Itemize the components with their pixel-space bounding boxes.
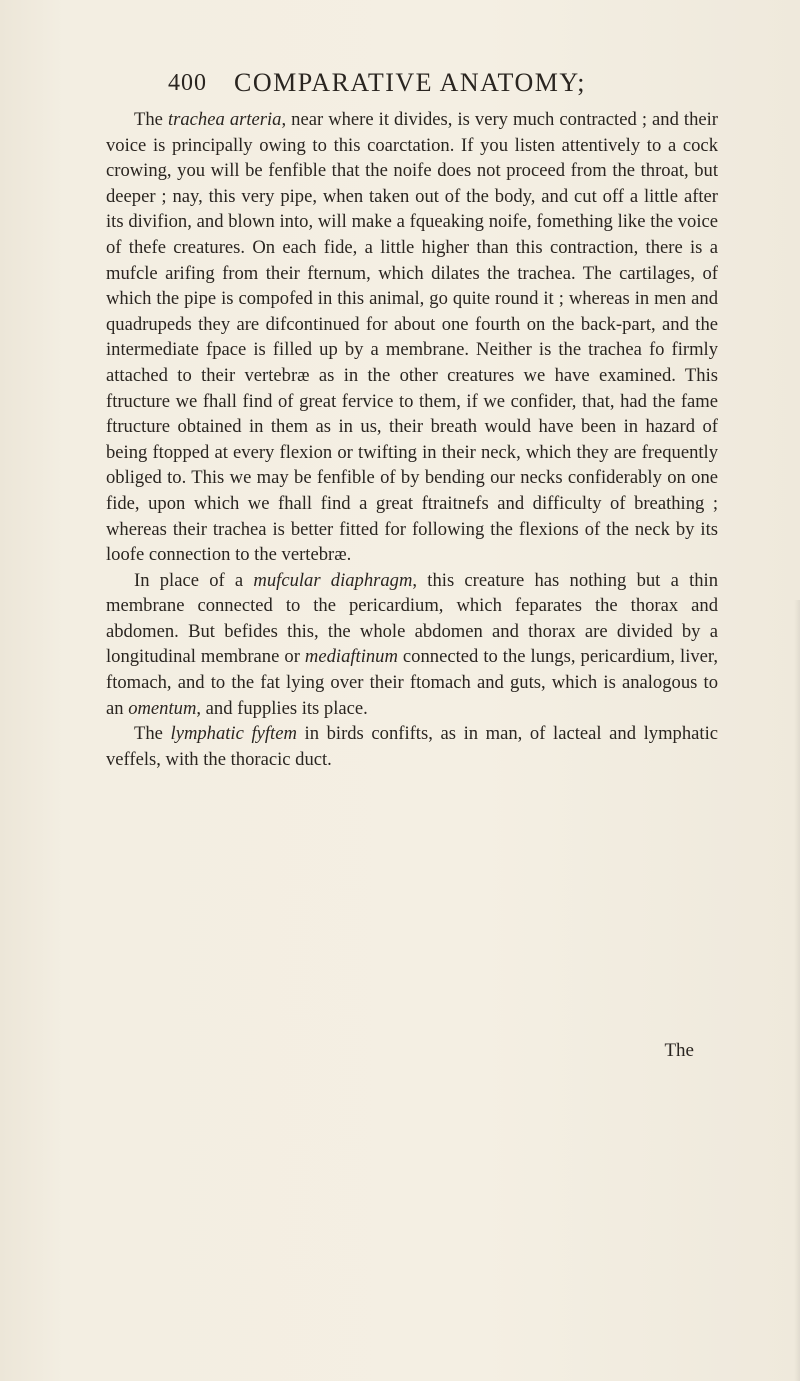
paragraph-intro: The [134,723,171,745]
term-lymphatic-system: lymphatic fyftem [170,723,297,745]
paragraph-text-3: , and fupplies its place. [196,697,368,719]
paragraph-text: , near where it divides, is very much contracted ; and their voice is principally owing to this coarctation. If you listen attentively to a cock crowing, you will be fenfible that the noife does not proceed from the throat, but deeper ; nay, this very pipe, when taken out of the body, and cut off a little after its divifion, and blown into, will make a fqueaking noife, fomething like the voice of thefe creatures. On each fide, a little higher than this contraction, there is a mufcle arifing from their fternum, which dilates the trachea. The cartilages, of which the pipe is compofed in this animal, go quite round it ; whereas in men and quadrupeds they are difcontinued for about one fourth on the back-part, and the intermediate fpace is filled up by a membrane. Neither is the trachea fo firmly attached to their vertebræ as in the other creatures we have examined. This ftructure we fhall find of great fervice to them, if we confider, that, had the fame ftructure obtained in them as in us, their breath would have been in hazard of being ftopped at every flexion or twifting in their neck, which they are frequently obliged to. This we may be fenfible of by bending our necks confiderably on one fide, upon which we fhall find a great ftraitnefs and difficulty of breathing ; whereas their trachea is better fitted for following the flexions of the neck by its loofe connection to the vertebræ. [106,109,718,566]
term-mediastinum: mediaftinum [304,646,398,668]
paragraph-text: in birds confifts, as in man, of lacteal and lymphatic veffels, with the thoracic duct. [106,723,718,770]
paragraph-text: , this creature has nothing but a thin membrane connected to the pericardium, which feparates the thorax and abdomen. But befides this, the whole abdomen and thorax are divided by a longitudinal membrane or [106,569,719,668]
paragraph-text-2: connected to the lungs, pericardium, liver, ftomach, and to the fat lying over their ftomach and guts, which is analogous to an [106,646,718,719]
body-text [106,107,718,772]
paragraph-intro: The [134,109,168,130]
paragraph-diaphragm [106,568,718,722]
page-number: 400 [168,70,207,96]
page-header [168,62,638,102]
term-muscular-diaphragm: mufcular diaphragm [253,569,413,591]
page-edge-shadow [794,600,800,1381]
running-title: COMPARATIVE ANATOMY; [234,68,586,97]
catchword: The [664,1040,694,1061]
term-omentum: omentum [128,697,197,719]
paragraph-lymphatic [106,721,718,772]
term-trachea-arteria: trachea arteria [167,109,282,130]
paragraph-intro: In place of a [134,569,254,591]
paragraph-trachea [106,107,718,568]
